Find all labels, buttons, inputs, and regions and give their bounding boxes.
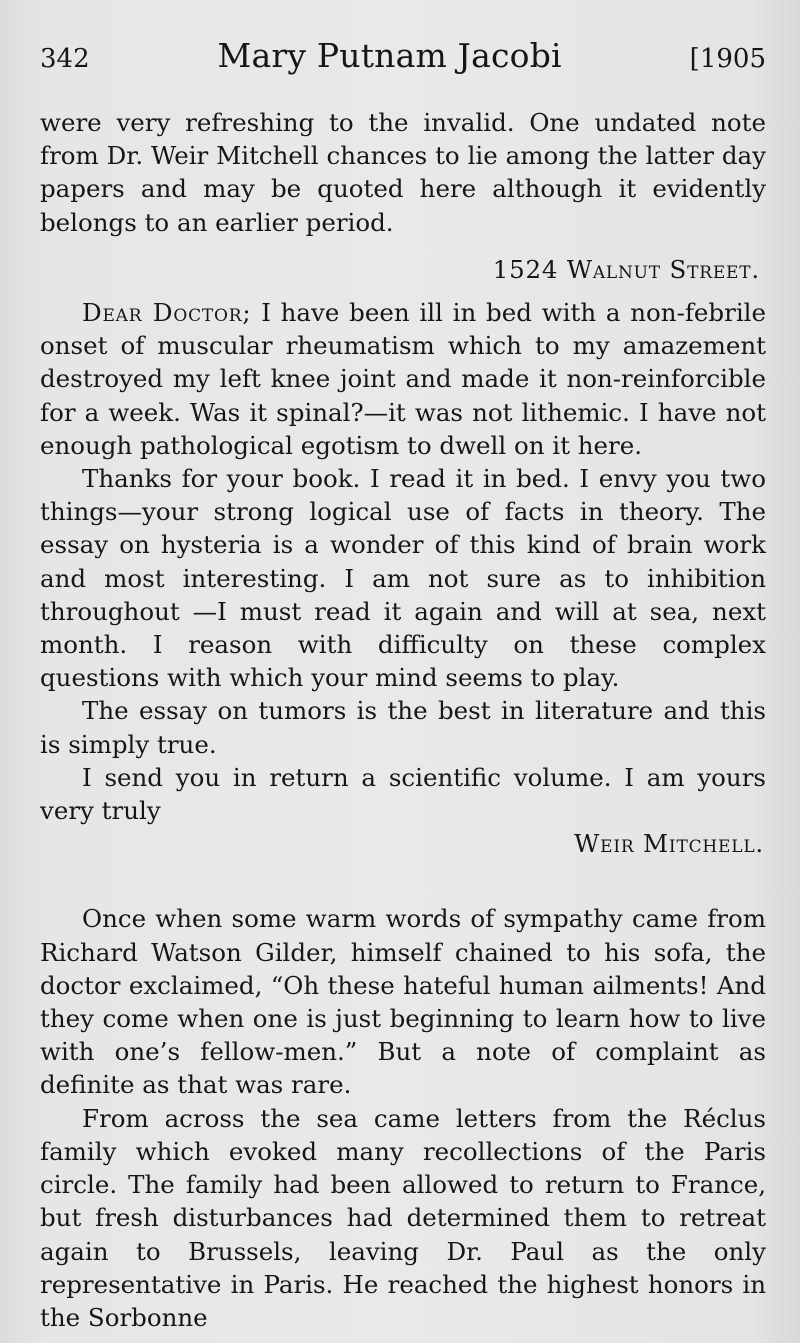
paragraph-intro: were very refreshing to the invalid. One undated note from Dr. Weir Mitchell chances to lie among the latter day papers and may be quoted here although it evidently belongs to an earlier period. [40, 108, 766, 237]
letter-salutation: Dear Doctor; [82, 298, 252, 328]
letter-paragraph-1 [40, 296, 766, 462]
page-body [40, 106, 766, 1334]
running-year: [1905 [689, 44, 766, 74]
paragraph-reclus: From across the sea came letters from the Réclus family which evoked many recollections of the Paris circle. The family had been allowed to return to France, but fresh disturbances had determined them to retreat again to Brussels, leaving Dr. Paul as the only representative in Paris. He reached the highest honors in the Sorbonne [40, 1103, 766, 1332]
letter-paragraph-2: Thanks for your book. I read it in bed. I envy you two things—your strong logical use of facts in theory. The essay on hysteria is a wonder of this kind of brain work and most interesting. I am not sure as to inhibition throughout —I must read it again and will at sea, next month. I reason with difficulty on these complex questions with which your mind seems to play. [40, 464, 766, 693]
page-number: 342 [40, 44, 90, 74]
letter-signature: Weir Mitchell. [574, 829, 764, 859]
letter-paragraph-1-text: I have been ill in bed with a non-febrile onset of muscular rheumatism which to my amazement destroyed my left knee joint and made it non-reinforcible for a week. Was it spinal?—it was not lithemic. I have not enough pathological egotism to dwell on it here. [40, 298, 766, 460]
paragraph-gilder: Once when some warm words of sympathy came from Richard Watson Gilder, himself chained to his sofa, the doctor exclaimed, “Oh these hateful human ailments! And they come when one is just beginning to learn how to live with one’s fellow-men.” But a note of complaint as definite as that was rare. [40, 904, 766, 1100]
running-title: Mary Putnam Jacobi [217, 36, 562, 75]
letter-address: 1524 Walnut Street. [492, 254, 760, 284]
running-header [40, 36, 766, 100]
letter-paragraph-3: The essay on tumors is the best in literature and this is simply true. [40, 696, 766, 759]
letter-paragraph-4: I send you in return a scientific volume. I am yours very truly [40, 762, 766, 826]
